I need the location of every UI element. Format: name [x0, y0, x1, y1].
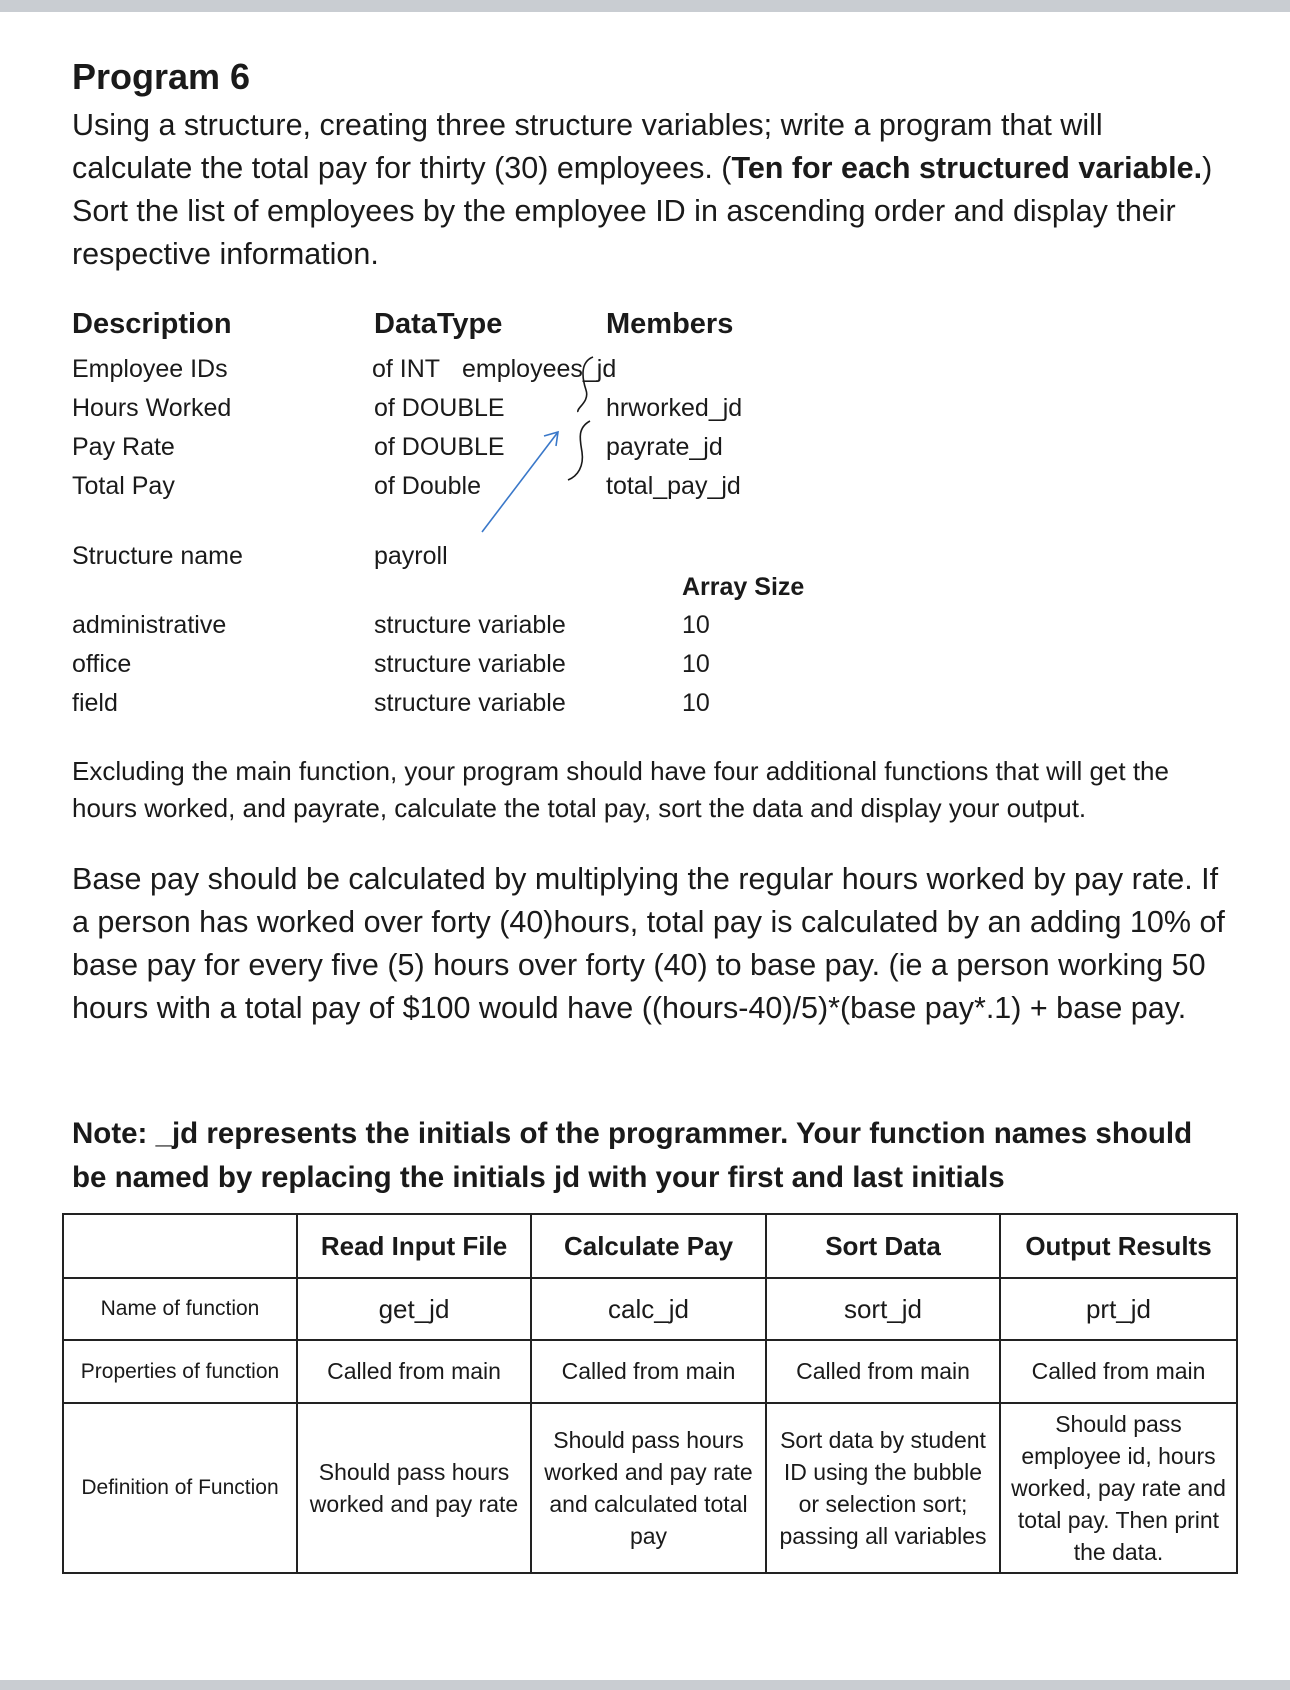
function-property-cell: Called from main: [297, 1340, 531, 1403]
header-sort-data: Sort Data: [766, 1214, 1000, 1278]
member-name: hrworked_jd: [606, 394, 743, 422]
header-calculate-pay: Calculate Pay: [531, 1214, 766, 1278]
intro-bold: Ten for each structured variable.: [731, 151, 1203, 185]
function-properties-row: [63, 1340, 1237, 1403]
function-property-cell: Called from main: [1000, 1340, 1237, 1403]
member-name: employees_jd: [462, 355, 617, 383]
function-definition-cell: Should pass hours worked and pay rate and calculated total pay: [531, 1403, 766, 1573]
member-datatype: of DOUBLE: [374, 394, 505, 422]
row-label: Definition of Function: [63, 1403, 297, 1573]
function-name-cell: sort_jd: [766, 1278, 1000, 1340]
variable-size: 10: [682, 611, 710, 639]
description-header: Description: [72, 308, 232, 340]
variable-name: office: [72, 650, 132, 678]
row-label: Name of function: [63, 1278, 297, 1340]
function-definition-cell: Should pass hours worked and pay rate: [297, 1403, 531, 1573]
functions-paragraph: Excluding the main function, your program should have four additional functions that will get the hours worked, and payrate, calculate the total pay, sort the data and display your output.: [72, 756, 1169, 823]
variable-size: 10: [682, 650, 710, 678]
header-output-results: Output Results: [1000, 1214, 1237, 1278]
variable-kind: structure variable: [374, 611, 566, 639]
variable-name: administrative: [72, 611, 227, 639]
function-definition-row: [63, 1403, 1237, 1573]
member-datatype: of INT: [372, 355, 441, 383]
function-name-row: [63, 1278, 1237, 1340]
function-definition-cell: Should pass employee id, hours worked, pay rate and total pay. Then print the data.: [1000, 1403, 1237, 1573]
intro-text-a: Using a structure, creating three structure variables; write a program that will calculate the total pay for thirty (30) employees. (: [72, 108, 1103, 185]
function-name-cell: calc_jd: [531, 1278, 766, 1340]
header-empty-cell: [63, 1214, 297, 1278]
functions-header-row: [63, 1214, 1237, 1278]
bottom-border-band: [0, 1680, 1290, 1690]
structure-label: Structure name: [72, 542, 243, 570]
member-datatype: of DOUBLE: [374, 433, 505, 461]
members-header: Members: [606, 308, 734, 340]
arrow-line-icon: [482, 432, 558, 532]
member-description: Total Pay: [72, 472, 175, 500]
function-property-cell: Called from main: [766, 1340, 1000, 1403]
datatype-header: DataType: [374, 308, 503, 340]
function-definition-cell: Sort data by student ID using the bubble or selection sort; passing all variables: [766, 1403, 1000, 1573]
row-label: Properties of function: [63, 1340, 297, 1403]
bracket-bottom-stroke: [568, 421, 590, 480]
member-name: total_pay_jd: [606, 472, 741, 500]
variable-name: field: [72, 689, 118, 717]
function-name-cell: get_jd: [297, 1278, 531, 1340]
initials-note: Note: _jd represents the initials of the programmer. Your function names should be named by replacing the initials jd with your first and last initials: [72, 1117, 1193, 1194]
variable-kind: structure variable: [374, 650, 566, 678]
variable-kind: structure variable: [374, 689, 566, 717]
array-size-header: Array Size: [682, 573, 805, 601]
member-description: Employee IDs: [72, 355, 228, 383]
member-datatype: of Double: [374, 472, 482, 500]
page-title: Program 6: [72, 56, 251, 97]
variable-size: 10: [682, 689, 710, 717]
header-read-input-file: Read Input File: [297, 1214, 531, 1278]
member-description: Hours Worked: [72, 394, 232, 422]
function-property-cell: Called from main: [531, 1340, 766, 1403]
function-name-cell: prt_jd: [1000, 1278, 1237, 1340]
member-name: payrate_jd: [606, 433, 723, 461]
pay-calculation-paragraph: Base pay should be calculated by multiplying the regular hours worked by pay rate. If a person has worked over forty (40)hours, total pay is calculated by an adding 10% of base pay for every five (5) hours over forty (40) to base pay. (ie a person working 50 hours with a total pay of $100 would have ((hours-40)/5)*(base pay*.1) + base pay.: [72, 862, 1225, 1025]
member-description: Pay Rate: [72, 433, 175, 461]
functions-table: [62, 1213, 1238, 1574]
bracket-top-stroke: [578, 357, 593, 412]
intro-text-b: ) Sort the list of employees by the employee ID in ascending order and display their respective information.: [72, 151, 1213, 271]
bracket-annotation-icon: [72, 0, 772, 560]
structure-name: payroll: [374, 542, 448, 570]
